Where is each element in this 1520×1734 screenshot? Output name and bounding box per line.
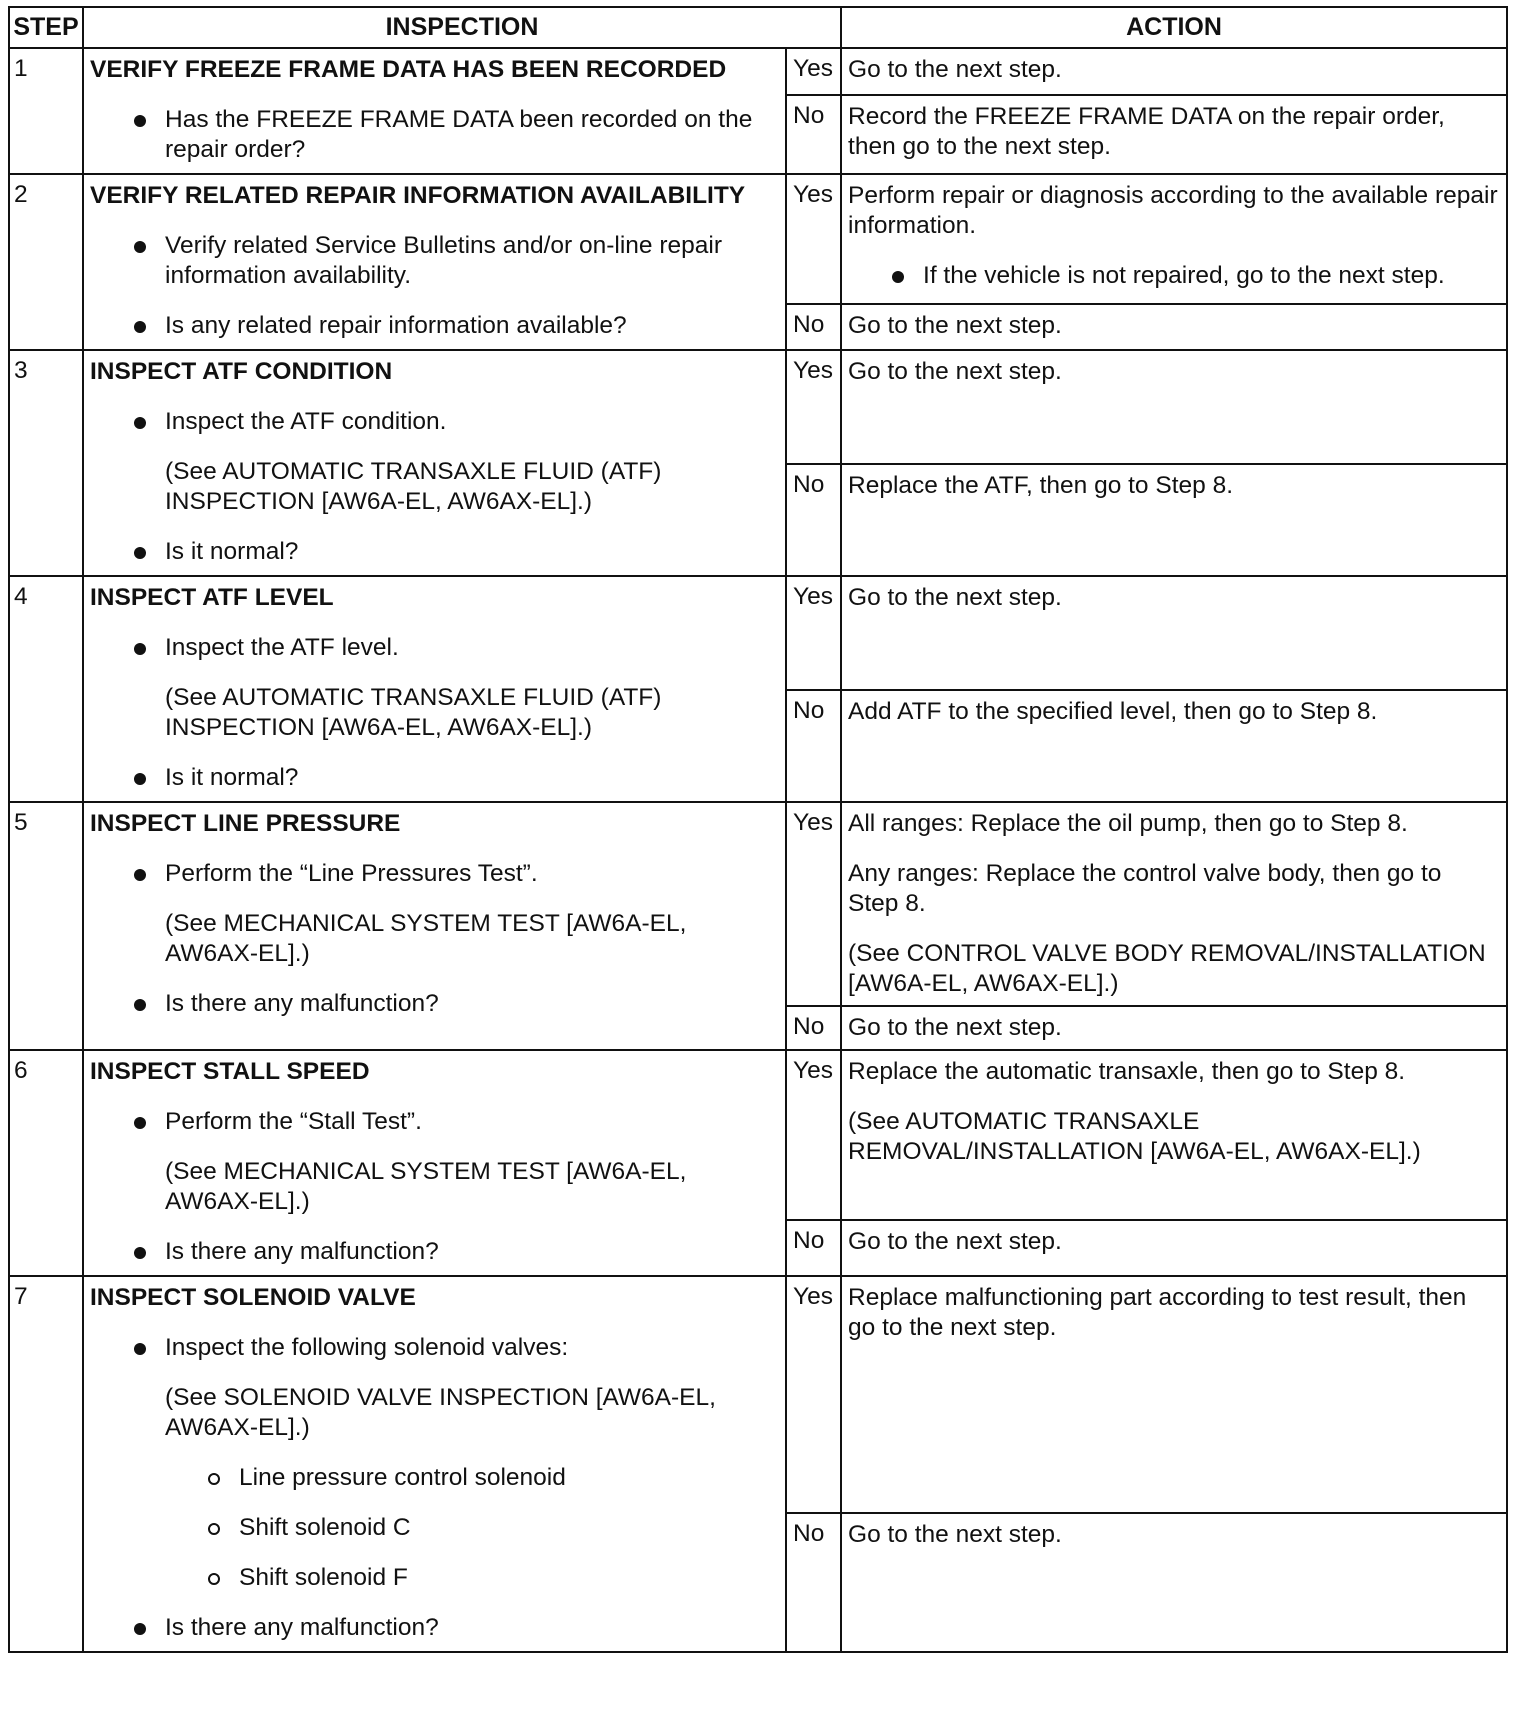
step-row-yes [9,1050,1507,1220]
inspection-reference: (See SOLENOID VALVE INSPECTION [AW6A-EL, AW6AX-EL].) [165,1384,716,1441]
step-row-yes [9,48,1507,95]
inspection-bullet: Has the FREEZE FRAME DATA been recorded on the repair order? [90,105,777,165]
inspection-subitem: Shift solenoid C [90,1513,777,1543]
inspection-reference: (See AUTOMATIC TRANSAXLE FLUID (ATF) INSPECTION [AW6A-EL, AW6AX-EL].) [165,684,662,741]
step-row-yes [9,1276,1507,1513]
header-inspection: INSPECTION [83,7,841,48]
yes-action [841,174,1507,304]
inspection-bullet: Is any related repair information available? [90,311,777,341]
header-row [9,7,1507,48]
inspection-title: VERIFY RELATED REPAIR INFORMATION AVAILABILITY [90,182,746,209]
yes-action [841,1276,1507,1513]
yes-action [841,350,1507,464]
inspection-title: INSPECT ATF CONDITION [90,358,393,385]
step-number: 7 [9,1276,83,1652]
yes-action-text: Any ranges: Replace the control valve body, then go to Step 8. [848,860,1442,917]
yes-action [841,576,1507,690]
inspection-title: INSPECT LINE PRESSURE [90,810,401,837]
no-label: No [786,1513,841,1652]
inspection-cell [83,1276,786,1652]
yes-label: Yes [786,576,841,690]
no-label: No [786,1006,841,1050]
no-label: No [786,464,841,576]
inspection-bullet: Perform the “Stall Test”. [90,1107,777,1137]
yes-action-text: All ranges: Replace the oil pump, then go to Step 8. [848,810,1408,837]
inspection-bullet: Perform the “Line Pressures Test”. [90,859,777,889]
diagnostic-table [8,6,1508,1653]
yes-label: Yes [786,1276,841,1513]
yes-action [841,48,1507,95]
step-row-yes [9,802,1507,1006]
yes-action [841,1050,1507,1220]
yes-action-text: Perform repair or diagnosis according to the available repair information. [848,182,1498,239]
inspection-title: INSPECT SOLENOID VALVE [90,1284,416,1311]
step-number: 5 [9,802,83,1050]
inspection-cell [83,576,786,802]
yes-action-text: (See CONTROL VALVE BODY REMOVAL/INSTALLATION [AW6A-EL, AW6AX-EL].) [848,940,1486,997]
no-action [841,1513,1507,1652]
no-action-text: Go to the next step. [848,1228,1062,1256]
inspection-bullet: Is there any malfunction? [90,1237,777,1267]
step-row-yes [9,174,1507,304]
no-action-text: Go to the next step. [848,1521,1062,1549]
yes-action-bullet: If the vehicle is not repaired, go to the next step. [848,261,1498,291]
inspection-reference: (See MECHANICAL SYSTEM TEST [AW6A-EL, AW6AX-EL].) [165,910,687,967]
yes-action-text: (See AUTOMATIC TRANSAXLE REMOVAL/INSTALLATION [AW6A-EL, AW6AX-EL].) [848,1108,1421,1165]
no-action-text: Replace the ATF, then go to Step 8. [848,471,1234,499]
header-action: ACTION [841,7,1507,48]
inspection-reference: (See MECHANICAL SYSTEM TEST [AW6A-EL, AW6AX-EL].) [165,1158,687,1215]
inspection-bullet: Inspect the ATF level. [90,633,777,663]
no-action-text: Add ATF to the specified level, then go to Step 8. [848,697,1378,725]
no-action [841,304,1507,350]
yes-action [841,802,1507,1006]
no-action-text: Go to the next step. [848,311,1062,339]
step-row-yes [9,350,1507,464]
yes-action-text: Replace malfunctioning part according to test result, then go to the next step. [848,1284,1467,1341]
no-label: No [786,304,841,350]
yes-action-text: Go to the next step. [848,584,1062,611]
inspection-bullet: Verify related Service Bulletins and/or on-line repair information availability. [90,231,777,291]
inspection-reference: (See AUTOMATIC TRANSAXLE FLUID (ATF) INSPECTION [AW6A-EL, AW6AX-EL].) [165,458,662,515]
inspection-bullet: Inspect the ATF condition. [90,407,777,437]
step-number: 4 [9,576,83,802]
no-action-text: Record the FREEZE FRAME DATA on the repair order, then go to the next step. [848,102,1445,160]
inspection-cell [83,48,786,174]
inspection-title: INSPECT ATF LEVEL [90,584,334,611]
inspection-bullet: Is there any malfunction? [90,1613,777,1643]
no-action [841,690,1507,802]
no-action [841,1006,1507,1050]
inspection-bullet: Is it normal? [90,537,777,567]
no-action [841,464,1507,576]
step-row-yes [9,576,1507,690]
step-number: 3 [9,350,83,576]
yes-label: Yes [786,802,841,1006]
yes-label: Yes [786,1050,841,1220]
step-number: 6 [9,1050,83,1276]
inspection-subitem: Shift solenoid F [90,1563,777,1593]
inspection-title: INSPECT STALL SPEED [90,1058,370,1085]
header-step: STEP [9,7,83,48]
yes-label: Yes [786,48,841,95]
no-action [841,1220,1507,1276]
step-number: 2 [9,174,83,350]
inspection-cell [83,802,786,1050]
inspection-cell [83,174,786,350]
inspection-cell [83,1050,786,1276]
no-label: No [786,95,841,174]
step-number: 1 [9,48,83,174]
yes-label: Yes [786,350,841,464]
no-action [841,95,1507,174]
inspection-cell [83,350,786,576]
table-body [9,48,1507,1652]
inspection-bullet: Is there any malfunction? [90,989,777,1019]
yes-action-text: Go to the next step. [848,56,1062,83]
no-label: No [786,1220,841,1276]
inspection-bullet: Inspect the following solenoid valves: [90,1333,777,1363]
yes-label: Yes [786,174,841,304]
yes-action-text: Replace the automatic transaxle, then go to Step 8. [848,1058,1406,1085]
no-label: No [786,690,841,802]
yes-action-text: Go to the next step. [848,358,1062,385]
inspection-title: VERIFY FREEZE FRAME DATA HAS BEEN RECORDED [90,56,727,83]
no-action-text: Go to the next step. [848,1014,1062,1041]
inspection-subitem: Line pressure control solenoid [90,1463,777,1493]
inspection-bullet: Is it normal? [90,763,777,793]
